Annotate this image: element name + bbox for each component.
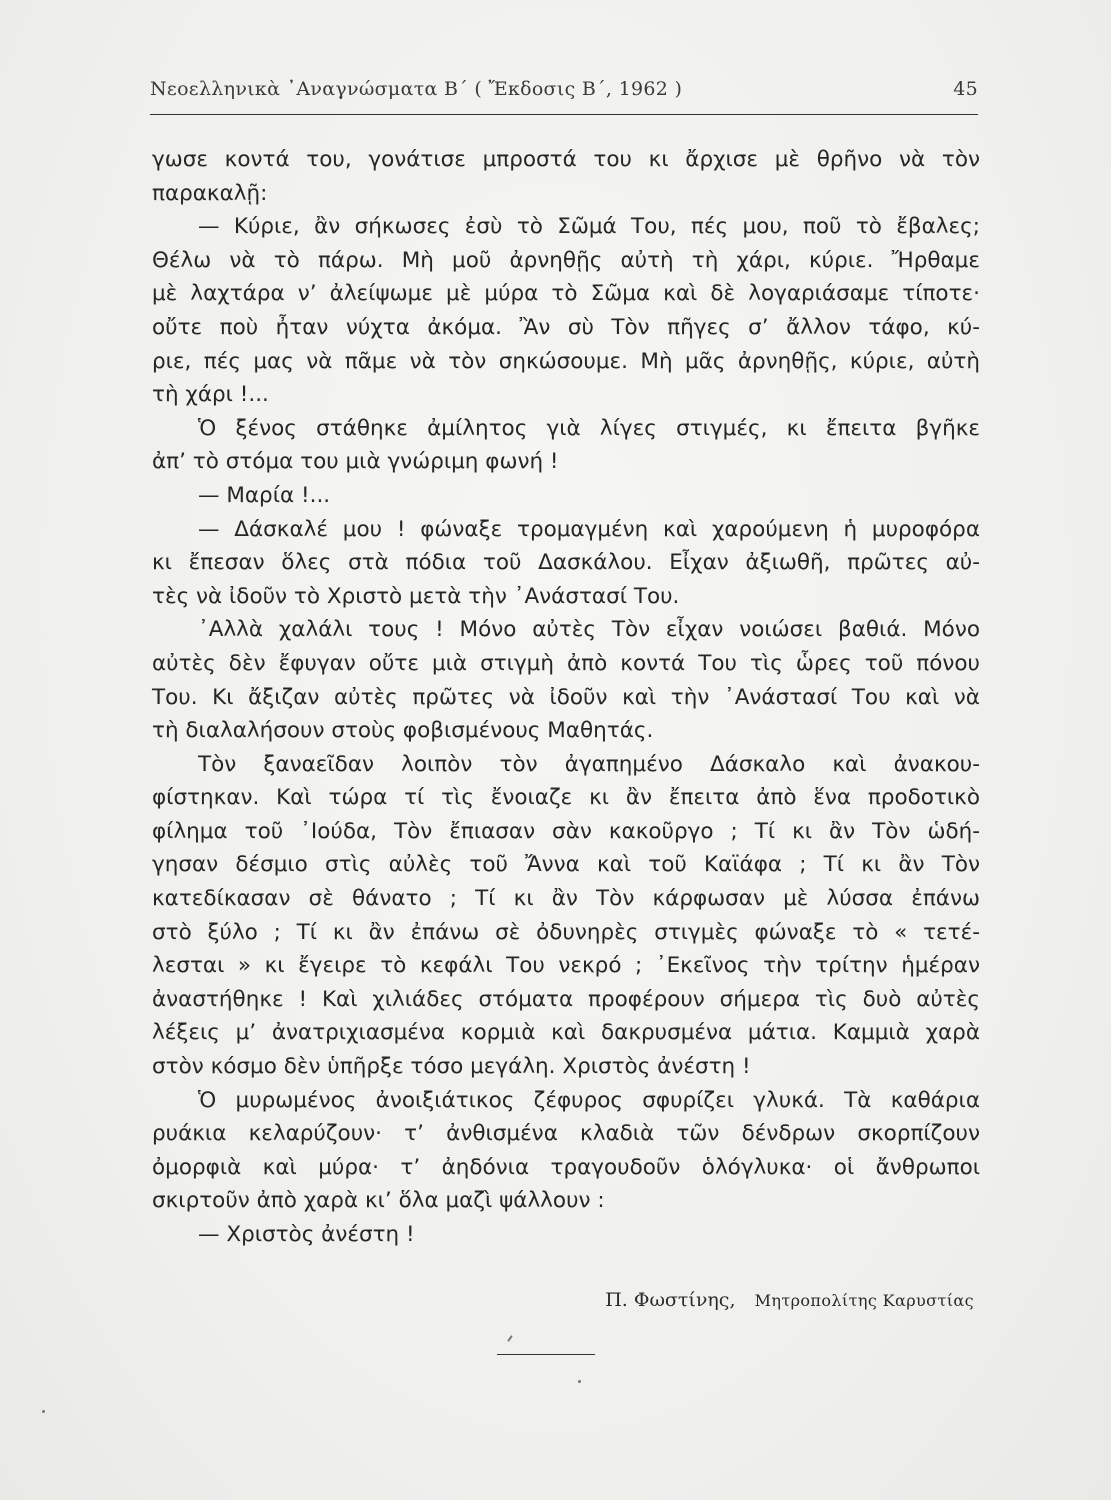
text-line: τὲς νὰ ἰδοῦν τὸ Χριστὸ μετὰ τὴν ᾿Ανάστασί Του. xyxy=(152,583,680,609)
text-line: ρυάκια κελαρύζουν· τ’ ἀνθισμένα κλαδιὰ τῶν δένδρων σκορπίζουν xyxy=(152,1121,980,1147)
author-name: Π. Φωστίνης, xyxy=(605,1289,736,1311)
text-line: γησαν δέσμιο στὶς αὐλὲς τοῦ Ἄννα καὶ τοῦ Καϊάφα ; Τί κι ἂν Τὸν xyxy=(152,852,980,878)
speck-mark xyxy=(507,1335,513,1342)
text-line: Του. Κι ἄξιζαν αὐτὲς πρῶτες νὰ ἰδοῦν καὶ τὴν ᾿Ανάστασί Του καὶ νὰ xyxy=(152,684,980,710)
speck-mark xyxy=(578,1380,581,1383)
text-line: ἀπ’ τὸ στόμα του μιὰ γνώριμη φωνή ! xyxy=(152,449,559,475)
header-rule xyxy=(150,114,978,115)
text-line: λέξεις μ’ ἀνατριχιασμένα κορμιὰ καὶ δακρυσμένα μάτια. Καμμιὰ χαρὰ xyxy=(152,1020,980,1046)
text-line: ἀναστήθηκε ! Καὶ χιλιάδες στόματα προφέρουν σήμερα τὶς δυὸ αὐτὲς xyxy=(152,986,980,1012)
text-line: στὸ ξύλο ; Τί κι ἂν ἐπάνω σὲ ὀδυνηρὲς στιγμὲς φώναξε τὸ « τετέ- xyxy=(152,919,980,945)
speck-mark xyxy=(42,1410,45,1413)
text-line: ὀμορφιὰ καὶ μύρα· τ’ ἀηδόνια τραγουδοῦν ὁλόγλυκα· οἱ ἄνθρωποι xyxy=(152,1154,980,1180)
text-line: αὐτὲς δὲν ἔφυγαν οὔτε μιὰ στιγμὴ ἀπὸ κοντά Του τὶς ὧρες τοῦ πόνου xyxy=(152,650,980,676)
book-title: Νεοελληνικὰ ᾿Αναγνώσματα Β΄ ( Ἔκδοσις Β΄, 1962 ) xyxy=(150,78,683,100)
text-line: φίλημα τοῦ ᾿Ιούδα, Τὸν ἔπιασαν σὰν κακοῦργο ; Τί κι ἂν Τὸν ὡδή- xyxy=(152,818,980,844)
end-rule xyxy=(497,1354,595,1355)
text-line: οὔτε ποὺ ἦταν νύχτα ἀκόμα. Ἂν σὺ Τὸν πῆγες σ’ ἄλλον τάφο, κύ- xyxy=(152,314,980,340)
text-line: — Κύριε, ἂν σήκωσες ἐσὺ τὸ Σῶμά Του, πές μου, ποῦ τὸ ἔβαλες; xyxy=(198,214,980,240)
text-line: Θέλω νὰ τὸ πάρω. Μὴ μοῦ ἀρνηθῇς αὐτὴ τὴ χάρι, κύριε. Ἤρθαμε xyxy=(152,247,980,273)
text-line: — Δάσκαλέ μου ! φώναξε τρομαγμένη καὶ χαρούμενη ἡ μυροφόρα xyxy=(198,516,980,542)
page-number: 45 xyxy=(953,78,978,100)
text-line: — Χριστὸς ἀνέστη ! xyxy=(198,1222,415,1247)
text-line: τὴ διαλαλήσουν στοὺς φοβισμένους Μαθητάς. xyxy=(152,718,654,744)
body-text xyxy=(152,143,980,1252)
text-line: λεσται » κι ἔγειρε τὸ κεφάλι Του νεκρό ; ᾿Εκεῖνος τὴν τρίτην ἡμέραν xyxy=(152,953,980,979)
text-line: σκιρτοῦν ἀπὸ χαρὰ κι’ ὅλα μαζὶ ψάλλουν : xyxy=(152,1188,605,1214)
text-line: παρακαλῇ: xyxy=(152,180,268,206)
text-line: — Μαρία !... xyxy=(198,482,331,508)
text-line: στὸν κόσμο δὲν ὑπῆρξε τόσο μεγάλη. Χριστὸς ἀνέστη ! xyxy=(152,1054,751,1080)
text-line: τὴ χάρι !... xyxy=(152,382,269,408)
text-line: Ὁ ξένος στάθηκε ἀμίλητος γιὰ λίγες στιγμές, κι ἔπειτα βγῆκε xyxy=(198,415,980,441)
text-line: Ὁ μυρωμένος ἀνοιξιάτικος ζέφυρος σφυρίζει γλυκά. Τὰ καθάρια xyxy=(198,1087,980,1113)
text-line: φίστηκαν. Καὶ τώρα τί τὶς ἔνοιαζε κι ἂν ἔπειτα ἀπὸ ἕνα προδοτικὸ xyxy=(152,785,980,811)
author-signature xyxy=(605,1289,974,1311)
text-line: Τὸν ξαναεῖδαν λοιπὸν τὸν ἀγαπημένο Δάσκαλο καὶ ἀνακου- xyxy=(198,751,980,777)
text-line: ριε, πές μας νὰ πᾶμε νὰ τὸν σηκώσουμε. Μὴ μᾶς ἀρνηθῇς, κύριε, αὐτὴ xyxy=(152,348,980,374)
author-title: Μητροπολίτης Καρυστίας xyxy=(754,1291,974,1310)
text-line: γωσε κοντά του, γονάτισε μπροστά του κι ἄρχισε μὲ θρῆνο νὰ τὸν xyxy=(152,147,980,172)
text-line: κατεδίκασαν σὲ θάνατο ; Τί κι ἂν Τὸν κάρφωσαν μὲ λύσσα ἐπάνω xyxy=(152,886,980,912)
text-line: κι ἔπεσαν ὅλες στὰ πόδια τοῦ Δασκάλου. Εἶχαν ἀξιωθῆ, πρῶτες αὐ- xyxy=(152,550,980,576)
text-line: ᾿Αλλὰ χαλάλι τους ! Μόνο αὐτὲς Τὸν εἶχαν νοιώσει βαθιά. Μόνο xyxy=(198,617,980,643)
text-line: μὲ λαχτάρα ν’ ἀλείψωμε μὲ μύρα τὸ Σῶμα καὶ δὲ λογαριάσαμε τίποτε· xyxy=(152,281,980,307)
running-header xyxy=(150,78,978,108)
